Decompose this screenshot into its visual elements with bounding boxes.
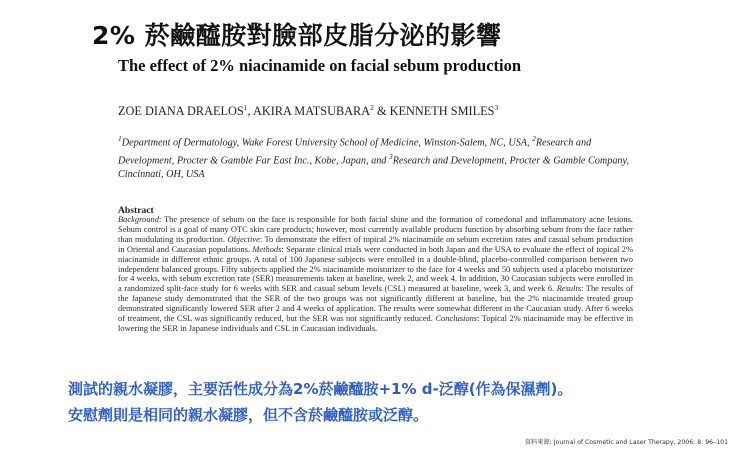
- abstract-label-methods: Methods: [252, 243, 282, 254]
- author-separator: ,: [247, 104, 253, 119]
- affiliation-1: Department of Dermatology, Wake Forest University School of Medicine, Winston-Salem, NC, USA,: [121, 137, 533, 149]
- author-separator: &: [373, 104, 390, 119]
- author-3-affil-mark: 3: [494, 103, 499, 112]
- author-2: AKIRA MATSUBARA: [252, 104, 371, 119]
- chinese-note: [68, 376, 728, 428]
- author-1-affil-mark: 1: [243, 103, 248, 112]
- abstract-label-results: Results: [556, 283, 582, 294]
- author-2-affil-mark: 2: [370, 103, 374, 112]
- abstract-body: [118, 215, 633, 334]
- chinese-title: 2% 菸鹼醯胺對臉部皮脂分泌的影響: [92, 21, 502, 50]
- affiliation-3: Research and Development, Procter & Gamble Company, Cincinnati, OH, USA: [118, 155, 630, 180]
- affil-mark: 1: [118, 134, 122, 143]
- affiliation-2: Research and Development, Procter & Gamble Far East Inc., Kobe, Japan, and: [118, 137, 592, 167]
- author-1: ZOE DIANA DRAELOS: [118, 104, 244, 119]
- abstract-conclusions: : Topical 2% niacinamide may be effective in lowering the SER in Japanese individuals and CSL in Caucasian individuals.: [118, 313, 633, 333]
- author-list: [118, 103, 718, 119]
- abstract-methods: : Separate clinical trials were conducted in both Japan and the USA to evaluate the effect of topical 2% niacinamide in different ethnic groups. A total of 100 Japanese subjects were enrolled in a double-blind, placebo-controlled comparison between two independent balanced groups. Fifty subjects applied the 2% niacinamide moisturizer to the face for 4 weeks and 50 subjects used a placebo moisturizer for 4 weeks, with sebum excretion rate (SER) measurements taken at baseline, week 2, and week 4. In addition, 30 Caucasian subjects were enrolled in a randomized split-face study for 6 weeks with SER and casual sebum levels (CSL) measured at baseline, week 3, and week 6.: [118, 243, 634, 294]
- source-citation: 資料來源: Journal of Cosmetic and Laser Therapy, 2006; 8: 96–101: [524, 439, 728, 446]
- note-line-2: 安慰劑則是相同的親水凝膠，但不含菸鹼醯胺或泛醇。: [68, 406, 429, 424]
- abstract-label-objective: Objective: [227, 233, 260, 244]
- abstract-label-conclusions: Conclusions: [435, 313, 478, 324]
- affil-mark: 3: [388, 151, 393, 161]
- abstract-results: : The results of the Japanese study demonstrated that the SER of the two groups was not significantly different at baseline, but the 2% niacinamide treated group demonstrated significantly lowered SER after 2 and 4 weeks of application. The results were somewhat different in the Caucasian study. After 6 weeks of treatment, the CSL was significantly reduced, but the SER was not significantly reduced.: [118, 283, 634, 324]
- affiliations: [118, 132, 633, 181]
- note-line-1: 測試的親水凝膠，主要活性成分為2%菸鹼醯胺+1% d-泛醇(作為保濕劑)。: [68, 380, 573, 398]
- abstract-objective: : To demonstrate the effect of topical 2% niacinamide on sebum excretion rates and casual sebum production in Oriental and Caucasian populations.: [118, 233, 633, 254]
- author-3: KENNETH SMILES: [389, 104, 495, 119]
- abstract-heading: Abstract: [118, 205, 154, 216]
- abstract-background: : The presence of sebum on the face is responsible for both facial shine and the formation of comedonal and inflammatory acne lesions. Sebum control is a goal of many OTC skin care products; however, most currently available products function by absorbing sebum from the face rather than modulating its production.: [118, 214, 633, 244]
- abstract-label-background: Background: [118, 214, 159, 224]
- affil-mark: 2: [532, 134, 536, 143]
- paper-title: The effect of 2% niacinamide on facial sebum production: [118, 56, 522, 75]
